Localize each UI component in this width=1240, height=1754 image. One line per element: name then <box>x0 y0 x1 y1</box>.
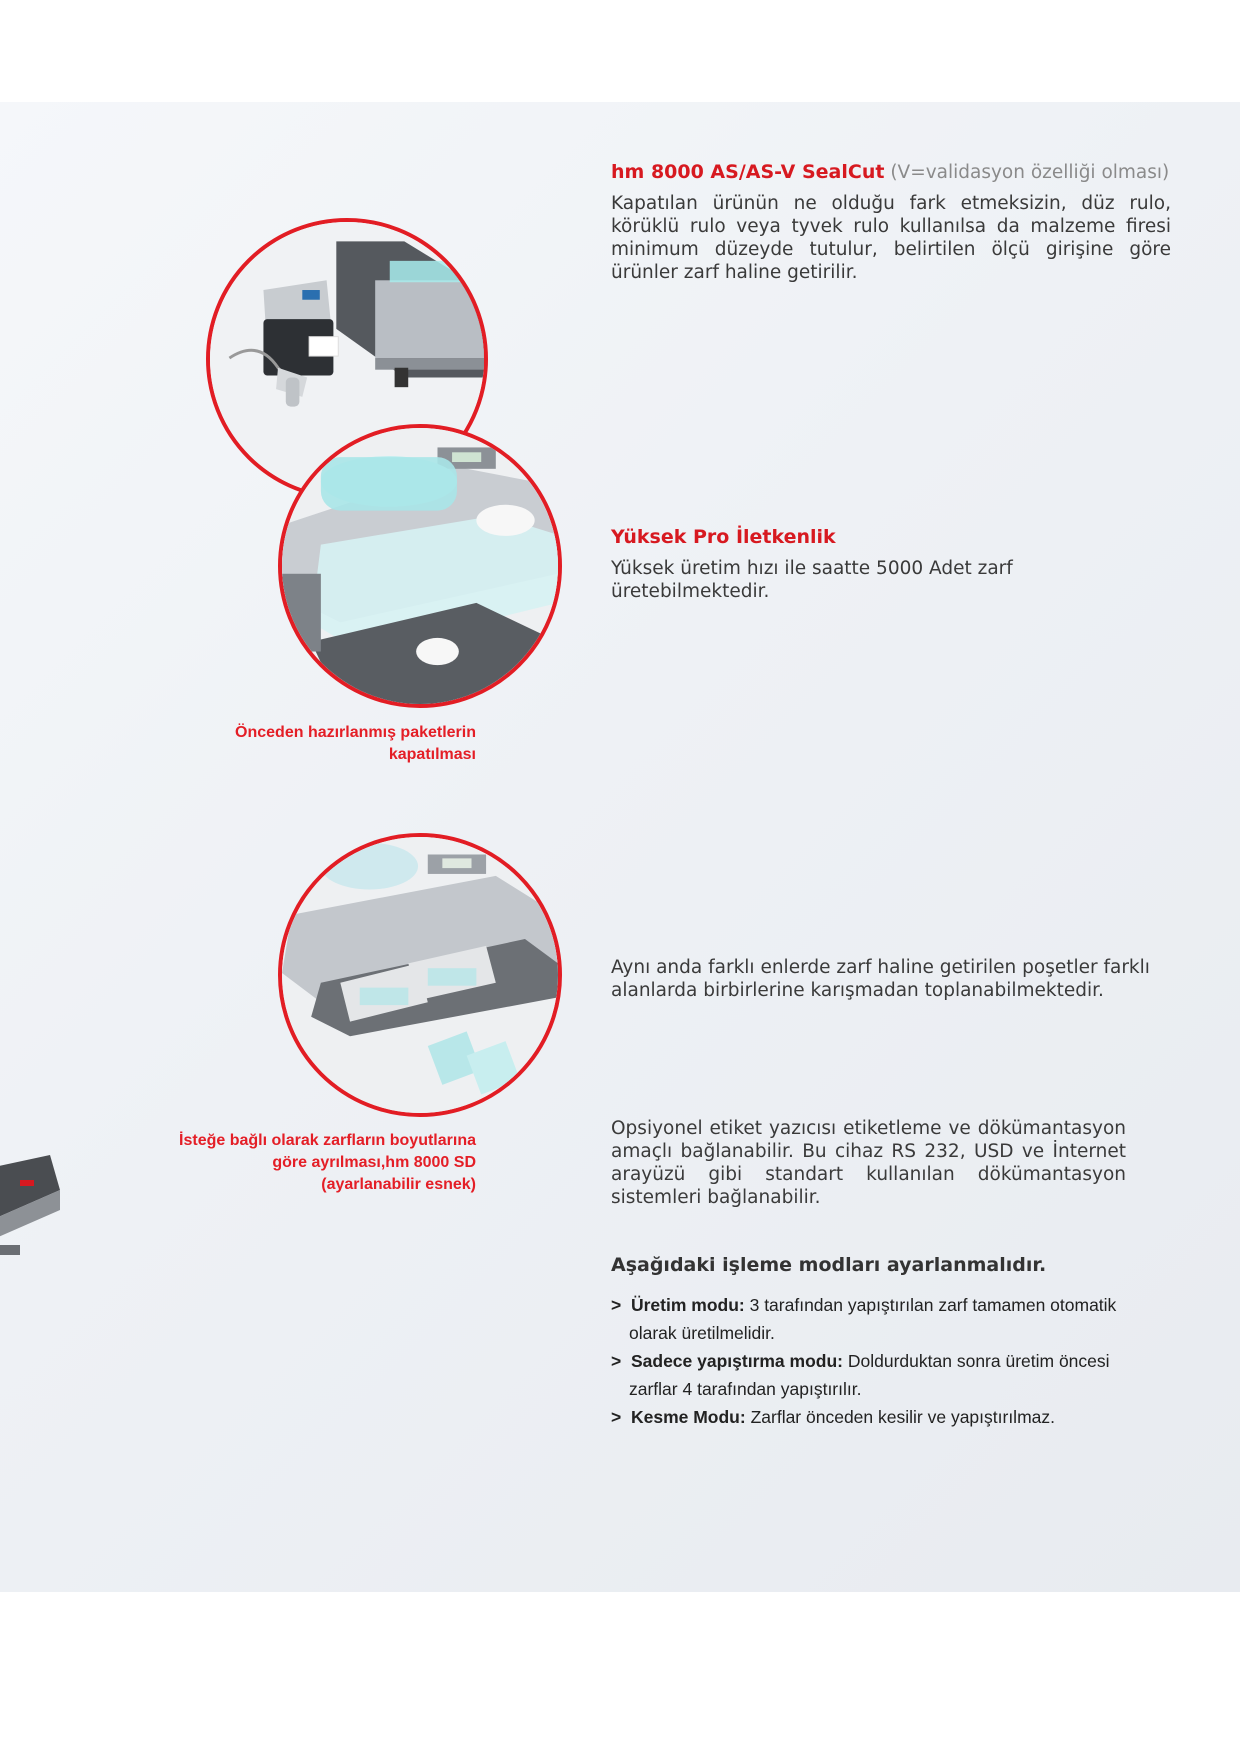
product-subtitle: (V=validasyon özelliği olması) <box>890 162 1170 183</box>
mode-item <box>611 1347 1171 1403</box>
mode-item-line1 <box>611 1347 1171 1375</box>
product-name: hm 8000 AS/AS-V SealCut <box>611 161 885 183</box>
section3-line2: alanlarda birbirlerine karışmadan toplanabilmektedir. <box>611 980 1104 1001</box>
caption2-line1: İsteğe bağlı olarak zarfların boyutlarına <box>179 1132 476 1149</box>
section3-body <box>611 956 1171 1002</box>
sorting-trays-illustration <box>282 837 558 1113</box>
sorting-trays-photo <box>278 833 562 1117</box>
caption2-line2: göre ayrılması,hm 8000 SD <box>272 1154 476 1171</box>
modes-title: Aşağıdaki işleme modları ayarlanmalıdır. <box>611 1254 1047 1276</box>
mode-text: Doldurduktan sonra üretim öncesi <box>847 1351 1110 1371</box>
mode-text: 3 tarafından yapıştırılan zarf tamamen otomatik <box>749 1295 1117 1315</box>
caption1-line2: kapatılması <box>388 746 476 763</box>
modes-section-title <box>611 1254 1171 1277</box>
caption-prepared-packages <box>180 722 476 766</box>
mode-text-cont: olarak üretilmelidir. <box>629 1323 775 1343</box>
mode-text-cont: zarflar 4 tarafından yapıştırılır. <box>629 1379 862 1399</box>
caption2-line3: (ayarlanabilir esnek) <box>321 1176 476 1193</box>
mode-label: Kesme Modu: <box>630 1407 746 1427</box>
mode-item <box>611 1291 1171 1347</box>
machine-edge-illustration <box>0 1150 60 1260</box>
mode-item <box>611 1403 1171 1431</box>
section1-body: Kapatılan ürünün ne olduğu fark etmeksizin, düz rulo, körüklü rulo veya tyvek rulo kullanılsa da malzeme firesi minimum düzeyde tutulur, belirtilen ölçü girişine göre ürünler zarf haline getirilir. <box>611 193 1171 283</box>
film-feeding-illustration <box>282 428 558 704</box>
caption-size-sorting <box>120 1130 476 1196</box>
mode-label: Sadece yapıştırma modu: <box>630 1351 843 1371</box>
section2-heading: Yüksek Pro İletkenlik <box>611 526 836 548</box>
bullet: > <box>611 1407 622 1427</box>
film-feeding-photo <box>278 424 562 708</box>
section1-title <box>611 161 1171 184</box>
section3-line1: Aynı anda farklı enlerde zarf haline getirilen poşetler farklı <box>611 957 1150 978</box>
section2-title <box>611 526 1171 549</box>
mode-item-line1 <box>611 1291 1171 1319</box>
section2-body: Yüksek üretim hızı ile saatte 5000 Adet zarf üretebilmektedir. <box>611 558 1013 602</box>
mode-label: Üretim modu: <box>630 1295 745 1315</box>
section4-body: Opsiyonel etiket yazıcısı etiketleme ve dökümantasyon amaçlı bağlanabilir. Bu cihaz RS 232, USD ve İnternet arayüzü gibi standart kullanılan dökümantasyon sistemleri bağlanabilir. <box>611 1118 1126 1208</box>
bullet: > <box>611 1295 622 1315</box>
bullet: > <box>611 1351 622 1371</box>
mode-item-line1 <box>611 1403 1171 1431</box>
caption1-line1: Önceden hazırlanmış paketlerin <box>235 724 476 741</box>
mode-text: Zarflar önceden kesilir ve yapıştırılmaz. <box>750 1407 1055 1427</box>
